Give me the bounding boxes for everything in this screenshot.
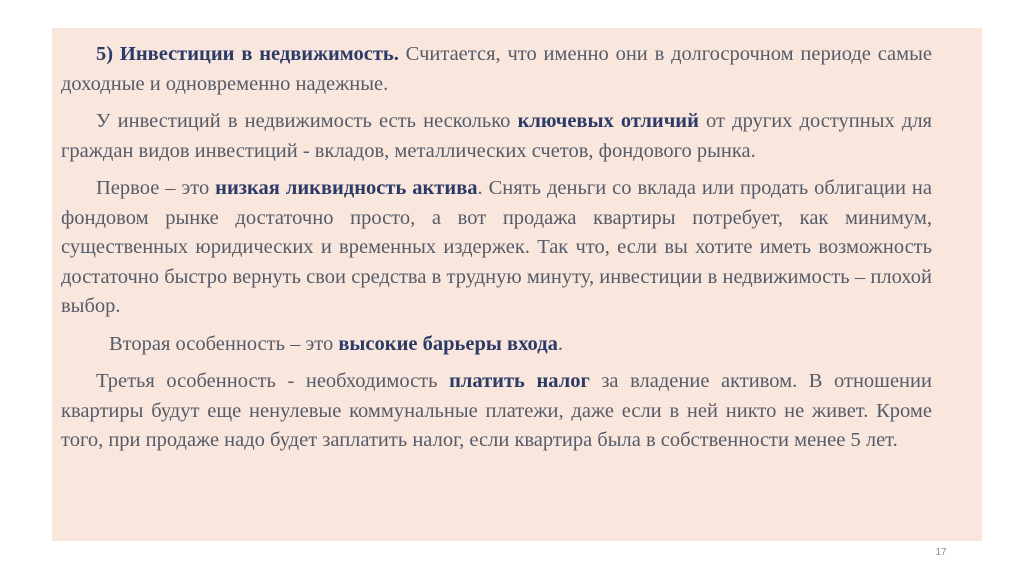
paragraph-key-differences [61, 107, 932, 166]
paragraph-text: . [557, 332, 563, 355]
paragraph-text: Третья особенность - необходимость [96, 370, 450, 392]
highlight-pay-tax: платить налог [449, 370, 590, 392]
highlight-low-liquidity: низкая ликвидность актива [215, 177, 478, 199]
highlight-entry-barriers: высокие барьеры входа [338, 332, 558, 355]
paragraph-text: за владение активом. В отношении квартиры будут еще ненулевые коммунальные платежи, даже если в ней никто не живет. Кроме того, при продаже надо будет заплатить налог, если квартира была в собственности менее 5 лет. [61, 370, 932, 451]
paragraph-entry-barriers [61, 330, 932, 360]
paragraph-tax [61, 367, 932, 456]
highlight-key-differences: ключевых отличий [517, 110, 699, 132]
paragraph-real-estate-investment [61, 40, 932, 99]
heading-real-estate-investment: 5) Инвестиции в недвижимость. [96, 43, 399, 65]
paragraph-text: Первое – это [96, 177, 216, 199]
page-number: 17 [935, 547, 947, 558]
paragraph-text: Считается, что именно они в долгосрочном периоде самые доходные и одновременно надежные. [61, 43, 932, 95]
paragraph-low-liquidity [61, 174, 932, 322]
paragraph-text: Вторая особенность – это [109, 332, 339, 355]
paragraph-text: от других доступных для граждан видов инвестиций - вкладов, металлических счетов, фондового рынка. [61, 110, 932, 162]
text-panel [52, 28, 982, 541]
paragraph-text: У инвестиций в недвижимость есть несколько [96, 110, 518, 132]
paragraph-text: . Снять деньги со вклада или продать облигации на фондовом рынке достаточно просто, а вот продажа квартиры потребует, как минимум, существенных юридических и временных издержек. Так что, если вы хотите иметь возможность достаточно быстро вернуть свои средства в трудную минуту, инвестиции в недвижимость – плохой выбор. [61, 177, 933, 317]
